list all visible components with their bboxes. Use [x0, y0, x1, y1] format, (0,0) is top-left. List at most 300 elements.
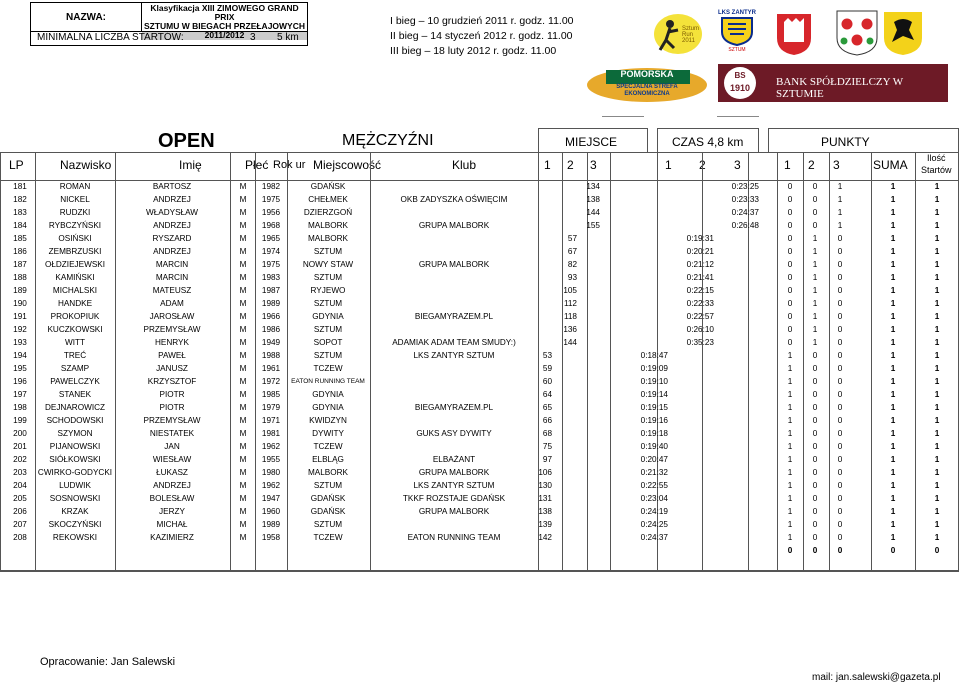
- cell-first-name: MARCIN: [155, 260, 189, 269]
- grid-line: [915, 152, 916, 570]
- cell-starts: 1: [934, 481, 940, 490]
- cell-sum: 1: [890, 364, 896, 373]
- cell-starts: 1: [934, 416, 940, 425]
- cell-sex: M: [239, 338, 247, 347]
- cell-sum: 1: [890, 247, 896, 256]
- cell-club: GRUPA MALBORK: [418, 260, 490, 269]
- cell-city: RYJEWO: [310, 286, 346, 295]
- col-num-1-1: 1: [544, 158, 551, 172]
- cell-birth-year: 1981: [261, 429, 281, 438]
- cell-points-1: 1: [787, 507, 793, 516]
- run-date-2: II bieg – 14 styczeń 2012 r. godz. 11.00: [390, 30, 573, 42]
- cell-time-1: 0:19:16: [640, 416, 668, 425]
- cell-club: GUKS ASY DYWITY: [416, 429, 492, 438]
- cell-sex: M: [239, 195, 247, 204]
- cell-first-name: PIOTR: [159, 403, 185, 412]
- cell-points-3: 0: [837, 455, 843, 464]
- cell-surname: KUCZKOWSKI: [47, 325, 103, 334]
- cell-points-3: 0: [837, 325, 843, 334]
- cell-points-1: 1: [787, 494, 793, 503]
- cell-points-3: 0: [837, 273, 843, 282]
- col-nazwisko: Nazwisko: [60, 158, 112, 172]
- cell-surname: KRZAK: [61, 507, 89, 516]
- cell-points-3: 1: [837, 221, 843, 230]
- cell-sum: 1: [890, 442, 896, 451]
- info-box: [30, 2, 308, 46]
- bank-badge-line-1: BS: [734, 71, 746, 80]
- cell-points-1: 0: [787, 260, 793, 269]
- total-cell: 0: [837, 546, 843, 555]
- cell-place-1: 138: [538, 507, 552, 516]
- cell-points-1: 0: [787, 338, 793, 347]
- cell-sex: M: [239, 455, 247, 464]
- pomorska-line-1: POMORSKA: [620, 69, 674, 79]
- cell-time-2: 0:21:41: [686, 273, 714, 282]
- cell-starts: 1: [934, 507, 940, 516]
- cell-time-2: 0:19:31: [686, 234, 714, 243]
- cell-lp: 190: [13, 299, 27, 308]
- cell-first-name: JERZY: [159, 507, 185, 516]
- cell-sex: M: [239, 312, 247, 321]
- cell-points-1: 1: [787, 416, 793, 425]
- cell-points-2: 1: [812, 273, 818, 282]
- cell-birth-year: 1986: [261, 325, 281, 334]
- cell-sum: 1: [890, 403, 896, 412]
- cell-points-2: 0: [812, 416, 818, 425]
- cell-points-2: 1: [812, 299, 818, 308]
- cell-points-2: 0: [812, 390, 818, 399]
- cell-time-2: 0:35:23: [686, 338, 714, 347]
- miejsce-heading: MIEJSCE: [565, 135, 618, 149]
- cell-points-3: 0: [837, 234, 843, 243]
- cell-sex: M: [239, 234, 247, 243]
- cell-city: SZTUM: [313, 247, 343, 256]
- cell-sum: 1: [890, 325, 896, 334]
- cell-points-1: 1: [787, 364, 793, 373]
- pomorska-line-2: SPECJALNA STREFA: [616, 84, 678, 90]
- cell-birth-year: 1987: [261, 286, 281, 295]
- cell-place-2: 67: [567, 247, 577, 256]
- cell-birth-year: 1966: [261, 312, 281, 321]
- cell-first-name: PRZEMYSŁAW: [143, 416, 201, 425]
- title-line-3: 2011/2012: [142, 31, 307, 40]
- cell-lp: 199: [13, 416, 27, 425]
- cell-sex: M: [239, 273, 247, 282]
- cell-points-1: 1: [787, 377, 793, 386]
- cell-points-1: 1: [787, 481, 793, 490]
- cell-city: SZTUM: [313, 325, 343, 334]
- cell-points-1: 0: [787, 221, 793, 230]
- cell-starts: 1: [934, 221, 940, 230]
- cell-place-3: 144: [586, 208, 600, 217]
- cell-city: SZTUM: [313, 299, 343, 308]
- cell-points-1: 0: [787, 247, 793, 256]
- cell-place-1: 97: [542, 455, 552, 464]
- cell-points-2: 0: [812, 403, 818, 412]
- cell-surname: RYBCZYŃSKI: [48, 221, 102, 230]
- cell-points-3: 0: [837, 520, 843, 529]
- cell-sex: M: [239, 351, 247, 360]
- bank-logo: [718, 64, 948, 102]
- cell-first-name: JAN: [164, 442, 180, 451]
- cell-points-2: 0: [812, 208, 818, 217]
- cell-points-3: 1: [837, 208, 843, 217]
- cell-lp: 201: [13, 442, 27, 451]
- cell-points-3: 0: [837, 351, 843, 360]
- cell-points-3: 0: [837, 533, 843, 542]
- cell-lp: 181: [13, 182, 27, 191]
- grid-line: [0, 571, 959, 572]
- cell-points-1: 1: [787, 429, 793, 438]
- grid-line: [657, 128, 758, 129]
- cell-points-3: 0: [837, 260, 843, 269]
- cell-starts: 1: [934, 247, 940, 256]
- grid-line: [562, 152, 563, 570]
- cell-starts: 1: [934, 312, 940, 321]
- cell-lp: 189: [13, 286, 27, 295]
- cell-time-1: 0:24:25: [640, 520, 668, 529]
- col-num-3-3: 3: [833, 158, 840, 172]
- cell-surname: RUDZKI: [59, 208, 91, 217]
- cell-lp: 202: [13, 455, 27, 464]
- run-date-1: I bieg – 10 grudzień 2011 r. godz. 11.00: [390, 15, 574, 27]
- cell-birth-year: 1975: [261, 260, 281, 269]
- cell-surname: PAWELCZYK: [50, 377, 100, 386]
- cell-time-2: 0:26:10: [686, 325, 714, 334]
- grid-line: [768, 128, 769, 152]
- cell-sex: M: [239, 494, 247, 503]
- cell-lp: 207: [13, 520, 27, 529]
- cell-sex: M: [239, 507, 247, 516]
- cell-time-1: 0:19:14: [640, 390, 668, 399]
- cell-surname: PROKOPIUK: [50, 312, 100, 321]
- cell-lp: 208: [13, 533, 27, 542]
- cell-city: TCZEW: [313, 533, 343, 542]
- cell-club: EATON RUNNING TEAM: [407, 533, 501, 542]
- cell-time-2: 0:22:15: [686, 286, 714, 295]
- cell-surname: SIÓŁKOWSKI: [49, 455, 101, 464]
- cell-starts: 1: [934, 208, 940, 217]
- cell-points-3: 1: [837, 182, 843, 191]
- cell-place-2: 112: [563, 299, 577, 308]
- cell-first-name: BARTOSZ: [152, 182, 192, 191]
- cell-surname: PIJANOWSKI: [49, 442, 101, 451]
- cell-surname: SOSNOWSKI: [49, 494, 101, 503]
- cell-first-name: ŁUKASZ: [156, 468, 188, 477]
- cell-place-3: 134: [586, 182, 600, 191]
- cell-sex: M: [239, 481, 247, 490]
- grid-line: [657, 128, 658, 152]
- cell-time-1: 0:23:04: [640, 494, 668, 503]
- cell-birth-year: 1983: [261, 273, 281, 282]
- col-klub: Klub: [452, 158, 477, 172]
- cell-points-2: 1: [812, 325, 818, 334]
- lks-zantyr-logo: [716, 10, 758, 54]
- cell-points-1: 1: [787, 520, 793, 529]
- cell-birth-year: 1962: [261, 442, 281, 451]
- cell-sex: M: [239, 286, 247, 295]
- title-line-2: SZTUMU W BIEGACH PRZEŁAJOWYCH: [143, 21, 306, 31]
- cell-surname: SZAMP: [60, 364, 90, 373]
- col-ilosc-2: Startów: [921, 165, 952, 175]
- bank-name: BANK SPÓŁDZIELCZY W SZTUMIE: [776, 76, 903, 100]
- cell-club: TKKF ROZSTAJE GDAŃSK: [402, 494, 506, 503]
- cell-birth-year: 1947: [261, 494, 281, 503]
- cell-lp: 183: [13, 208, 27, 217]
- bank-badge-line-2: 1910: [729, 83, 751, 93]
- cell-surname: OŁDZIEJEWSKI: [44, 260, 106, 269]
- cell-sex: M: [239, 221, 247, 230]
- cell-club: OKB ZADYSZKA OŚWIĘCIM: [400, 195, 508, 204]
- cell-points-2: 1: [812, 260, 818, 269]
- cell-points-3: 0: [837, 416, 843, 425]
- cell-city: CHEŁMEK: [308, 195, 348, 204]
- county-coat-of-arms-icon: [832, 10, 882, 56]
- cell-club: LKS ZANTYR SZTUM: [413, 351, 495, 360]
- grid-line: [871, 152, 872, 570]
- cell-place-1: 75: [542, 442, 552, 451]
- cell-time-2: 0:21:12: [686, 260, 714, 269]
- sztum-coat-of-arms-icon: [775, 12, 813, 56]
- total-cell: 0: [890, 546, 896, 555]
- cell-surname: ROMAN: [59, 182, 91, 191]
- cell-points-2: 0: [812, 468, 818, 477]
- cell-city: DZIERZGOŃ: [303, 208, 353, 217]
- cell-points-2: 0: [812, 494, 818, 503]
- cell-birth-year: 1980: [261, 468, 281, 477]
- cell-first-name: ANDRZEJ: [153, 247, 191, 256]
- cell-points-1: 1: [787, 468, 793, 477]
- col-num-3-1: 1: [784, 158, 791, 172]
- col-imie: Imię: [179, 158, 202, 172]
- min-starts-row: [31, 31, 307, 46]
- cell-points-3: 0: [837, 403, 843, 412]
- cell-sex: M: [239, 416, 247, 425]
- cell-sex: M: [239, 377, 247, 386]
- cell-city: TCZEW: [313, 442, 343, 451]
- cell-lp: 191: [13, 312, 27, 321]
- cell-birth-year: 1955: [261, 455, 281, 464]
- bank-badge: [724, 67, 756, 99]
- cell-lp: 185: [13, 234, 27, 243]
- cell-points-2: 0: [812, 195, 818, 204]
- cell-time-1: 0:24:19: [640, 507, 668, 516]
- min-starts-value: 3: [250, 32, 256, 43]
- cell-starts: 1: [934, 390, 940, 399]
- cell-birth-year: 1972: [261, 377, 281, 386]
- min-starts-label: MINIMALNA LICZBA STARTÓW:: [37, 32, 184, 43]
- cell-city: SZTUM: [313, 520, 343, 529]
- sztum-run-logo: [652, 12, 704, 56]
- cell-points-1: 0: [787, 208, 793, 217]
- cell-city: GDYNIA: [312, 390, 344, 399]
- cell-points-1: 1: [787, 442, 793, 451]
- cell-place-1: 139: [538, 520, 552, 529]
- cell-place-1: 64: [542, 390, 552, 399]
- cell-birth-year: 1979: [261, 403, 281, 412]
- cell-city: MALBORK: [307, 234, 349, 243]
- cell-club: GRUPA MALBORK: [418, 468, 490, 477]
- cell-points-2: 0: [812, 351, 818, 360]
- cell-city: KWIDZYN: [309, 416, 347, 425]
- cell-points-1: 0: [787, 325, 793, 334]
- cell-first-name: ANDRZEJ: [153, 481, 191, 490]
- lks-logo-sub: SZTUM: [728, 47, 746, 53]
- cell-points-1: 1: [787, 533, 793, 542]
- cell-lp: 206: [13, 507, 27, 516]
- cell-first-name: JANUSZ: [156, 364, 188, 373]
- cell-starts: 1: [934, 351, 940, 360]
- cell-surname: MICHALSKI: [52, 286, 98, 295]
- cell-time-3: 0:26:48: [731, 221, 759, 230]
- cell-place-1: 68: [542, 429, 552, 438]
- cell-points-3: 0: [837, 338, 843, 347]
- cell-sum: 1: [890, 338, 896, 347]
- cell-starts: 1: [934, 182, 940, 191]
- cell-sum: 1: [890, 273, 896, 282]
- cell-place-2: 105: [563, 286, 577, 295]
- cell-place-2: 93: [567, 273, 577, 282]
- col-plec: Płeć: [245, 158, 269, 172]
- cell-city: GDYNIA: [312, 403, 344, 412]
- sztum-logo-line-1: Sztum: [682, 26, 700, 32]
- open-heading: OPEN: [158, 130, 215, 152]
- cell-birth-year: 1961: [261, 364, 281, 373]
- cell-lp: 200: [13, 429, 27, 438]
- cell-time-2: 0:22:57: [686, 312, 714, 321]
- cell-city: GDAŃSK: [310, 182, 346, 191]
- cell-time-1: 0:19:18: [640, 429, 668, 438]
- cell-starts: 1: [934, 494, 940, 503]
- cell-points-1: 0: [787, 286, 793, 295]
- cell-points-2: 0: [812, 481, 818, 490]
- cell-points-2: 0: [812, 377, 818, 386]
- cell-points-3: 0: [837, 429, 843, 438]
- cell-city: SZTUM: [313, 351, 343, 360]
- cell-starts: 1: [934, 234, 940, 243]
- cell-first-name: ANDRZEJ: [153, 195, 191, 204]
- cell-place-2: 136: [563, 325, 577, 334]
- cell-starts: 1: [934, 520, 940, 529]
- cell-sum: 1: [890, 182, 896, 191]
- cell-starts: 1: [934, 260, 940, 269]
- cell-sex: M: [239, 429, 247, 438]
- cell-lp: 197: [13, 390, 27, 399]
- cell-first-name: PIOTR: [159, 390, 185, 399]
- cell-points-3: 0: [837, 507, 843, 516]
- cell-first-name: JAROSŁAW: [149, 312, 195, 321]
- cell-birth-year: 1958: [261, 533, 281, 542]
- cell-sum: 1: [890, 221, 896, 230]
- cell-birth-year: 1965: [261, 234, 281, 243]
- cell-time-3: 0:24:37: [731, 208, 759, 217]
- cell-sum: 1: [890, 494, 896, 503]
- cell-points-1: 0: [787, 182, 793, 191]
- cell-place-1: 60: [542, 377, 552, 386]
- cell-club: GRUPA MALBORK: [418, 221, 490, 230]
- cell-starts: 1: [934, 338, 940, 347]
- total-cell: 0: [812, 546, 818, 555]
- cell-place-3: 138: [586, 195, 600, 204]
- cell-points-1: 0: [787, 273, 793, 282]
- cell-birth-year: 1971: [261, 416, 281, 425]
- cell-points-3: 0: [837, 364, 843, 373]
- col-num-3-2: 2: [808, 158, 815, 172]
- cell-surname: HANDKE: [57, 299, 93, 308]
- cell-time-2: 0:22:33: [686, 299, 714, 308]
- cell-lp: 193: [13, 338, 27, 347]
- cell-birth-year: 1989: [261, 520, 281, 529]
- cell-birth-year: 1968: [261, 221, 281, 230]
- cell-place-1: 59: [542, 364, 552, 373]
- cell-first-name: NIESTATEK: [149, 429, 195, 438]
- grid-line: [538, 128, 539, 152]
- cell-surname: KAMIŃSKI: [55, 273, 95, 282]
- author-note: Opracowanie: Jan Salewski: [40, 656, 176, 668]
- cell-first-name: WIESŁAW: [152, 455, 192, 464]
- cell-surname: REKOWSKI: [52, 533, 98, 542]
- cell-surname: OSIŃSKI: [58, 234, 92, 243]
- cell-starts: 1: [934, 442, 940, 451]
- cell-time-1: 0:24:37: [640, 533, 668, 542]
- col-lp: LP: [9, 158, 24, 172]
- cell-place-1: 142: [538, 533, 552, 542]
- cell-points-2: 1: [812, 234, 818, 243]
- cell-starts: 1: [934, 195, 940, 204]
- cell-surname: DEJNAROWICZ: [44, 403, 106, 412]
- cell-lp: 188: [13, 273, 27, 282]
- cell-sum: 1: [890, 520, 896, 529]
- cell-lp: 203: [13, 468, 27, 477]
- cell-sum: 1: [890, 312, 896, 321]
- cell-points-2: 0: [812, 507, 818, 516]
- cell-birth-year: 1985: [261, 390, 281, 399]
- cell-lp: 187: [13, 260, 27, 269]
- cell-starts: 1: [934, 286, 940, 295]
- cell-sex: M: [239, 299, 247, 308]
- cell-birth-year: 1974: [261, 247, 281, 256]
- cell-first-name: PAWEŁ: [158, 351, 186, 360]
- cell-time-2: 0:20:21: [686, 247, 714, 256]
- cell-starts: 1: [934, 364, 940, 373]
- cell-sex: M: [239, 182, 247, 191]
- cell-points-2: 1: [812, 338, 818, 347]
- total-cell: 0: [787, 546, 793, 555]
- lks-shield-icon: [716, 16, 758, 46]
- cell-points-1: 1: [787, 390, 793, 399]
- cell-starts: 1: [934, 455, 940, 464]
- cell-place-1: 106: [538, 468, 552, 477]
- cell-club: LKS ZANTYR SZTUM: [413, 481, 495, 490]
- cell-points-2: 1: [812, 312, 818, 321]
- cell-birth-year: 1949: [261, 338, 281, 347]
- cell-first-name: MICHAŁ: [156, 520, 188, 529]
- cell-points-3: 0: [837, 286, 843, 295]
- cell-club: GRUPA MALBORK: [418, 507, 490, 516]
- cell-time-1: 0:19:09: [640, 364, 668, 373]
- cell-sum: 1: [890, 299, 896, 308]
- col-num-2-2: 2: [699, 158, 706, 172]
- cell-place-1: 53: [542, 351, 552, 360]
- cell-city: ELBLĄG: [312, 455, 344, 464]
- cell-sum: 1: [890, 286, 896, 295]
- cell-place-1: 66: [542, 416, 552, 425]
- cell-sum: 1: [890, 195, 896, 204]
- cell-first-name: KRZYSZTOF: [147, 377, 197, 386]
- cell-points-3: 0: [837, 299, 843, 308]
- cell-points-1: 0: [787, 234, 793, 243]
- cell-sum: 1: [890, 351, 896, 360]
